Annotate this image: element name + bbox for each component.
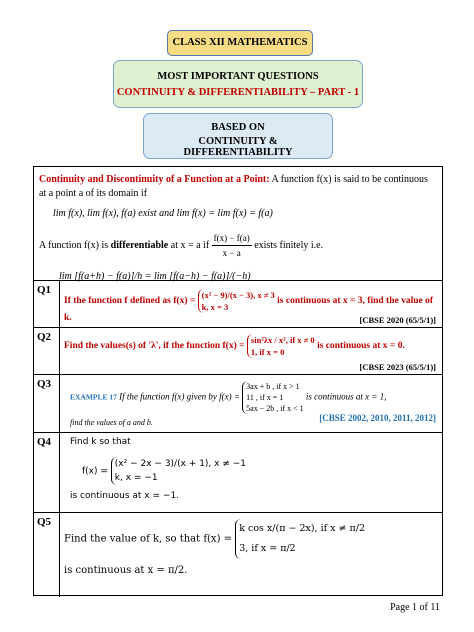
question-body [64, 437, 438, 501]
q1-text-b: is continuous at x = 3, find the value of k. [64, 296, 433, 323]
q4-fx: f(x) = [82, 466, 108, 477]
diff-text-b: at x = a if [170, 239, 210, 251]
q2-piece-2: 1, if x = 0 [250, 347, 285, 357]
question-row-q1 [34, 280, 442, 327]
based-line-2: CONTINUITY & DIFFERENTIABILITY [183, 136, 293, 158]
q3-text-c: find the values of a and b. [70, 418, 153, 427]
q5-function [64, 519, 438, 559]
differentiability-text [39, 231, 437, 260]
question-body [64, 334, 438, 358]
question-row-q4 [34, 432, 442, 512]
q3-example-tag: EXAMPLE 17 [70, 392, 117, 402]
question-row-q3 [34, 374, 442, 432]
question-row-q5 [34, 512, 442, 597]
question-row-q2 [34, 327, 442, 374]
q3-piece-3: 5ax − 2b , if x < 1 [246, 404, 304, 413]
q1-text-a: If the function f defined as f(x) = [64, 296, 196, 307]
q4-text-b: is continuous at x = −1. [70, 491, 180, 501]
diff-text-c: exists finitely i.e. [254, 239, 324, 251]
q4-text-a: Find k so that [70, 437, 131, 447]
page-number: Page 1 of 11 [390, 602, 440, 613]
based-on-box [143, 113, 333, 159]
q3-text-a: If the function f(x) given by f(x) = [119, 391, 240, 402]
questions-table [33, 166, 443, 596]
topic-line-2: CONTINUITY & DIFFERENTIABILITY – PART - 1 [116, 87, 360, 98]
q1-reference: [CBSE 2020 (65/5/1)] [359, 315, 436, 325]
q1-piece-1: (x² − 9)/(x − 3), x ≠ 3 [201, 290, 275, 300]
intro-block [39, 173, 437, 284]
q2-reference: [CBSE 2023 (65/5/1)] [359, 362, 436, 372]
question-label: Q4 [34, 433, 60, 512]
q3-text-b: is continuous at x = 1, [305, 391, 387, 402]
question-label: Q3 [34, 375, 60, 432]
q4-piece-2: k, x = −1 [114, 473, 158, 483]
topic-box [113, 60, 363, 108]
question-body [64, 519, 438, 576]
intro-text: A function f(x) is said to be continuous at a point a of its domain if [39, 174, 428, 199]
diff-text-a: A function f(x) is [39, 239, 109, 251]
intro-heading: Continuity and Discontinuity of a Function at a Point: [39, 174, 270, 185]
q3-piece-2: 11 , if x = 1 [246, 393, 284, 402]
limit-expression: lim [f(a+h) − f(a)]/h = lim [f(a−h) − f(a)]/(−h) [59, 271, 251, 282]
q3-reference: [CBSE 2002, 2010, 2011, 2012] [319, 413, 436, 423]
q3-piecewise [242, 381, 303, 414]
q2-piece-1: sin²λx / x², if x ≠ 0 [250, 335, 315, 345]
q4-function [82, 457, 438, 485]
q1-piece-2: k, x = 3 [201, 302, 229, 312]
q5-piece-1: k cos x/(π − 2x), if x ≠ π/2 [239, 523, 366, 534]
diff-bold: differentiable [110, 239, 169, 251]
q2-text-a: Find the values(s) of 'λ', if the function f(x) = [64, 341, 245, 352]
q5-text-b: is continuous at x = π/2. [64, 565, 188, 576]
diff-fraction: $\frac{f(x) - f(a)}{x - a}$ [213, 233, 250, 258]
class-title-box [167, 30, 313, 56]
q2-text-b: is continuous at x = 0. [317, 341, 405, 352]
q2-piecewise [247, 334, 315, 358]
q5-text-a: Find the value of k, so that f(x) = [64, 533, 233, 545]
question-label: Q1 [34, 281, 60, 327]
q5-piece-2: 3, if x = π/2 [239, 543, 296, 554]
question-label: Q2 [34, 328, 60, 374]
intro-paragraph [39, 173, 437, 201]
topic-line-1: MOST IMPORTANT QUESTIONS [157, 71, 319, 82]
q4-piece-1: (x² − 2x − 3)/(x + 1), x ≠ −1 [114, 459, 247, 469]
class-title: CLASS XII MATHEMATICS [172, 37, 308, 48]
question-label: Q5 [34, 513, 60, 597]
based-line-1: BASED ON [211, 122, 265, 133]
q4-piecewise [111, 457, 246, 485]
q1-piecewise [198, 289, 275, 313]
q3-piece-1: 3ax + b , if x > 1 [246, 382, 300, 391]
continuity-condition: lim f(x), lim f(x), f(a) exist and lim f(x) = lim f(x) = f(a) [53, 208, 273, 219]
question-body [70, 381, 438, 414]
q5-piecewise [235, 519, 365, 559]
